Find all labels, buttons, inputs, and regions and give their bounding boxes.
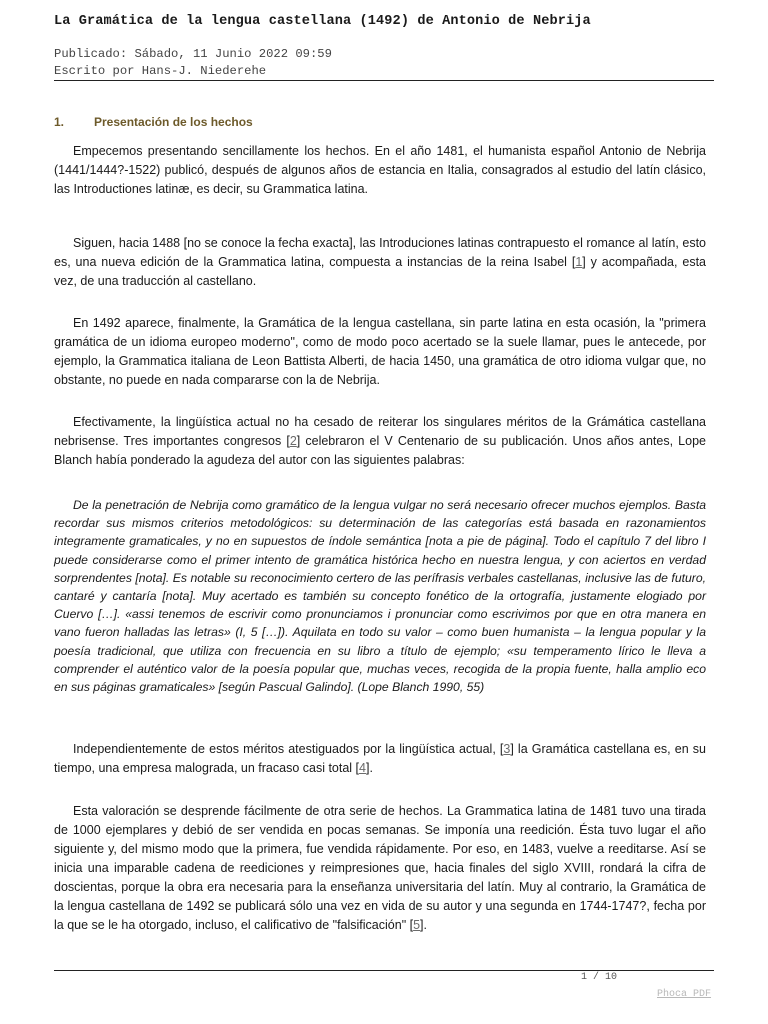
footer-divider [54, 970, 714, 971]
document-meta [54, 46, 332, 80]
page-indicator: 1 / 10 [581, 972, 618, 983]
paragraph-4 [54, 413, 706, 470]
paragraph-5-text-b: ] la Gramática castellana es, en su tiempo, una empresa malograda, un fracaso casi total [ [54, 742, 706, 775]
paragraph-5 [54, 740, 706, 778]
paragraph-2-text-a: Siguen, hacia 1488 [no se conoce la fecha exacta], las Introduciones latinas contrapuesto el romance al latín, esto es, una nueva edición de la Grammatica latina, compuesta a instancias de la reina Isabel [ [54, 236, 706, 269]
paragraph-2 [54, 234, 706, 291]
paragraph-5-text-a: Independientemente de estos méritos atestiguados por la lingüística actual, [ [73, 742, 504, 756]
section-number: 1. [54, 115, 65, 129]
section-heading [54, 115, 253, 129]
published-date: Publicado: Sábado, 11 Junio 2022 09:59 [54, 47, 332, 61]
paragraph-6 [54, 802, 706, 935]
paragraph-3: En 1492 aparece, finalmente, la Gramática de la lengua castellana, sin parte latina en esta ocasión, la "primera gramática de un idioma europeo moderno", como de modo poco acertado se la suele llamar, pues le antecede, por ejemplo, la Grammatica italiana de Leon Battista Alberti, de hacia 1450, una gramática de otro idioma vulgar que, no obstante, no puede en nada compararse con la de Nebrija. [54, 316, 706, 387]
paragraph-4-text-b: ] celebraron el V Centenario de su publicación. Unos años antes, Lope Blanch había ponderado la agudeza del autor con las siguientes palabras: [54, 434, 706, 467]
header-divider [54, 80, 714, 81]
section-title: Presentación de los hechos [94, 115, 253, 129]
footnote-link-2[interactable]: 2 [289, 434, 297, 448]
footnote-link-1[interactable]: 1 [575, 255, 583, 269]
footnote-link-3[interactable]: 3 [503, 742, 511, 756]
paragraph-1: Empecemos presentando sencillamente los hechos. En el año 1481, el humanista español Antonio de Nebrija (1441/1444?-1522) publicó, después de algunos años de estancia en Italia, consagrados al estudio del latín clásico, las Introductiones latinæ, es decir, su Grammatica latina. [54, 144, 706, 196]
paragraph-6-text-a: Esta valoración se desprende fácilmente de otra serie de hechos. La Grammatica latina de 1481 tuvo una tirada de 1000 ejemplares y debió de ser vendida en pocas semanas. Se imponía una reedición. Ésta tuvo lugar el año siguiente y, del mismo modo que la primera, fue vendida rápidamente. Por eso, en 1483, vuelve a reeditarse. Así se inicia una imparable cadena de reediciones y reimpresiones que, hacia finales del siglo XVIII, rondará la cifra de doscientas, porque la obra era necesaria para la enseñanza universitaria del latín. Muy al contrario, la Gramática de la lengua castellana de 1492 se publicará sólo una vez en vida de su autor y una segunda en 1744-1747?, fecha por la que se le ha otorgado, incluso, el calificativo de "falsificación" [ [54, 804, 706, 932]
paragraph-6-text-b: ]. [420, 918, 427, 932]
phoca-pdf-link[interactable]: Phoca PDF [657, 989, 712, 1000]
block-quote: De la penetración de Nebrija como gramático de la lengua vulgar no será necesario ofrecer muchos ejemplos. Basta recordar sus mismos criterios metodológicos: su determinación de las categorías está basada en razonamientos integramente gramaticales, y no en supuestos de índole semántica [nota a pie de página]. Todo el capítulo 7 del libro I puede considerarse como el primer intento de gramática histórica hecho en nuestra lengua, y con aciertos en verdad sorprendentes [nota]. Es notable su reconocimiento certero de las perífrasis verbales castellanas, inclusive las de futuro, cantaré y cantaría [nota]. Muy acertado es también su concepto fonético de la ortografía, justamente elogiado por Cuervo […]. «assi tenemos de escrivir como pronunciamos i pronunciar como escrivimos por que en otra manera en vano fueron halladas las letras» (I, 5 […]). Aquilata en todo su valor – como buen humanista – la lengua popular y la poesía tradicional, que utiliza con frecuencia en su libro a título de ejemplo; «su temperamento lírico le lleva a comprender el auténtico valor de la poesía popular que, muchas veces, recogida de la propia fuente, halla amplio eco en sus páginas gramaticales» [según Pascual Galindo]. (Lope Blanch 1990, 55) [54, 498, 706, 695]
footnote-link-4[interactable]: 4 [359, 761, 366, 775]
footnote-link-5[interactable]: 5 [413, 918, 421, 932]
paragraph-4-text-a: Efectivamente, la lingüística actual no ha cesado de reiterar los singulares méritos de la Grámática castellana nebrisense. Tres importantes congresos [ [54, 415, 706, 448]
document-title: La Gramática de la lengua castellana (1492) de Antonio de Nebrija [54, 14, 591, 29]
paragraph-2-text-b: ] y acompañada, esta vez, de una traducción al castellano. [54, 255, 706, 288]
paragraph-5-text-c: ]. [365, 761, 373, 775]
author-line: Escrito por Hans-J. Niederehe [54, 64, 267, 78]
